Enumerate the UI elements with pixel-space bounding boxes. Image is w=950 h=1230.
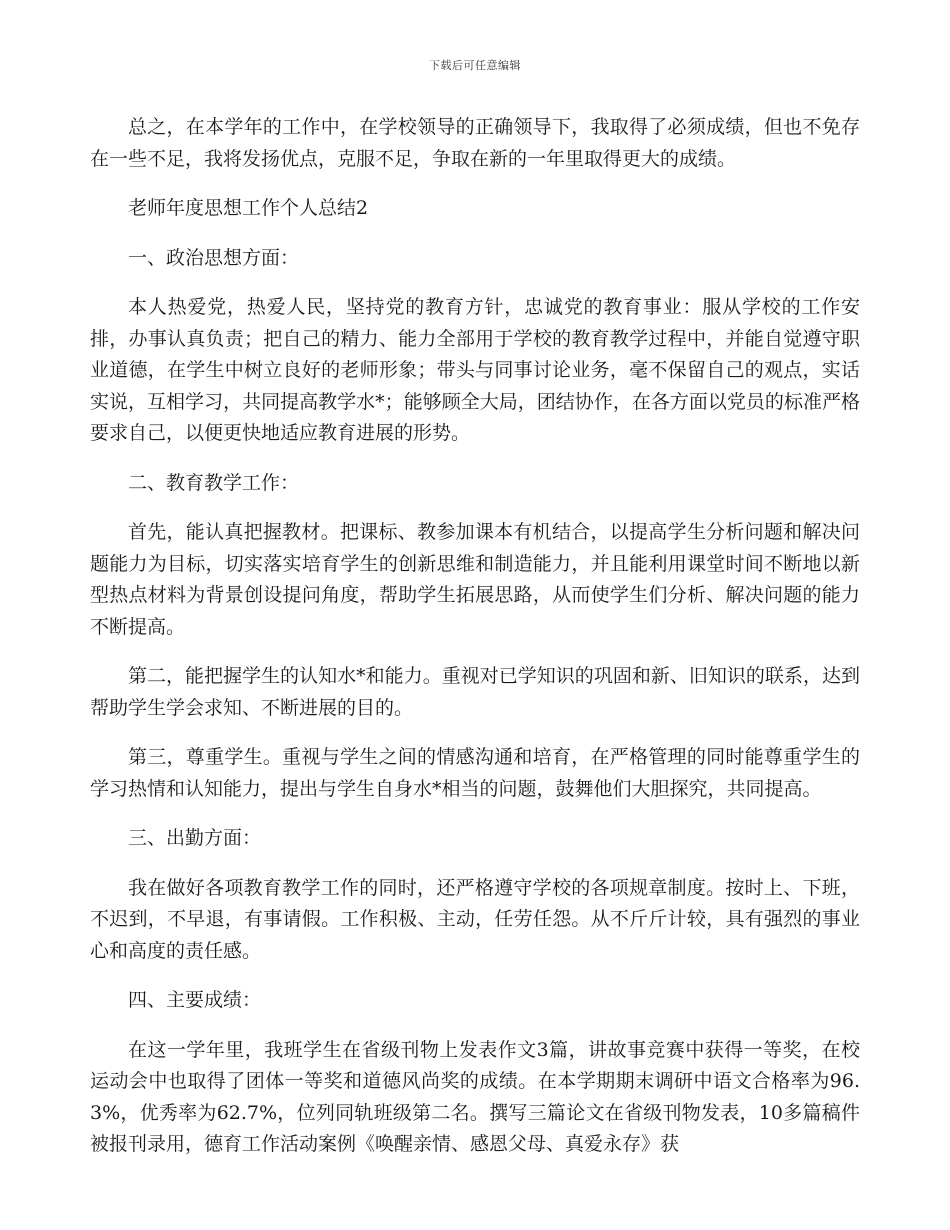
paragraph-teaching-third: 第三，尊重学生。重视与学生之间的情感沟通和培育，在严格管理的同时能尊重学生的学习热情和认知能力，提出与学生自身水*相当的问题，鼓舞他们大胆探究，共同提高。 — [90, 746, 860, 800]
paragraph-political-thought: 本人热爱党，热爱人民，坚持党的教育方针，忠诚党的教育事业：服从学校的工作安排，办事认真负责；把自己的精力、能力全部用于学校的教育教学过程中，并能自觉遵守职业道德，在学生中树立良好的老师形象；带头与同事讨论业务，毫不保留自己的观点，实话实说，互相学习，共同提高教学水*；能够顾全大局，团结协作，在各方面以党员的标准严格要求自己，以便更快地适应教育进展的形势。 — [90, 296, 860, 444]
paragraph-achievements: 在这一学年里，我班学生在省级刊物上发表作文3篇，讲故事竞赛中获得一等奖，在校运动会中也取得了团体一等奖和道德风尚奖的成绩。在本学期期末调研中语文合格率为96.3%，优秀率为62.7%，位列同轨班级第二名。撰写三篇论文在省级刊物发表，10多篇稿件被报刊录用，德育工作活动案例《唤醒亲情、感恩父母、真爱永存》获 — [90, 1038, 860, 1155]
heading-achievements: 四、主要成绩： — [128, 989, 262, 1011]
paragraph-teaching-first: 首先，能认真把握教材。把课标、教参加课本有机结合，以提高学生分析问题和解决问题能力为目标，切实落实培育学生的创新思维和制造能力，并且能利用课堂时间不断地以新型热点材料为背景创设提问角度，帮助学生拓展思路，从而使学生们分析、解决问题的能力不断提高。 — [90, 521, 860, 638]
header-note: 下载后可任意编辑 — [429, 59, 521, 72]
heading-attendance: 三、出勤方面： — [128, 827, 262, 849]
paragraph-conclusion: 总之，在本学年的工作中，在学校领导的正确领导下，我取得了必须成绩，但也不免存在一些不足，我将发扬优点，克服不足，争取在新的一年里取得更大的成绩。 — [90, 116, 860, 170]
heading-political-thought: 一、政治思想方面： — [128, 246, 300, 269]
paragraph-teaching-second: 第二，能把握学生的认知水*和能力。重视对已学知识的巩固和新、旧知识的联系，达到帮助学生学会求知、不断进展的目的。 — [90, 665, 860, 719]
heading-teaching-work: 二、教育教学工作： — [128, 471, 300, 494]
document-body — [90, 112, 860, 1179]
paragraph-attendance: 我在做好各项教育教学工作的同时，还严格遵守学校的各项规章制度。按时上、下班，不迟到，不早退，有事请假。工作积极、主动，任劳任怨。从不斤斤计较，具有强烈的事业心和高度的责任感。 — [90, 876, 860, 962]
section-title: 老师年度思想工作个人总结2 — [128, 197, 369, 219]
